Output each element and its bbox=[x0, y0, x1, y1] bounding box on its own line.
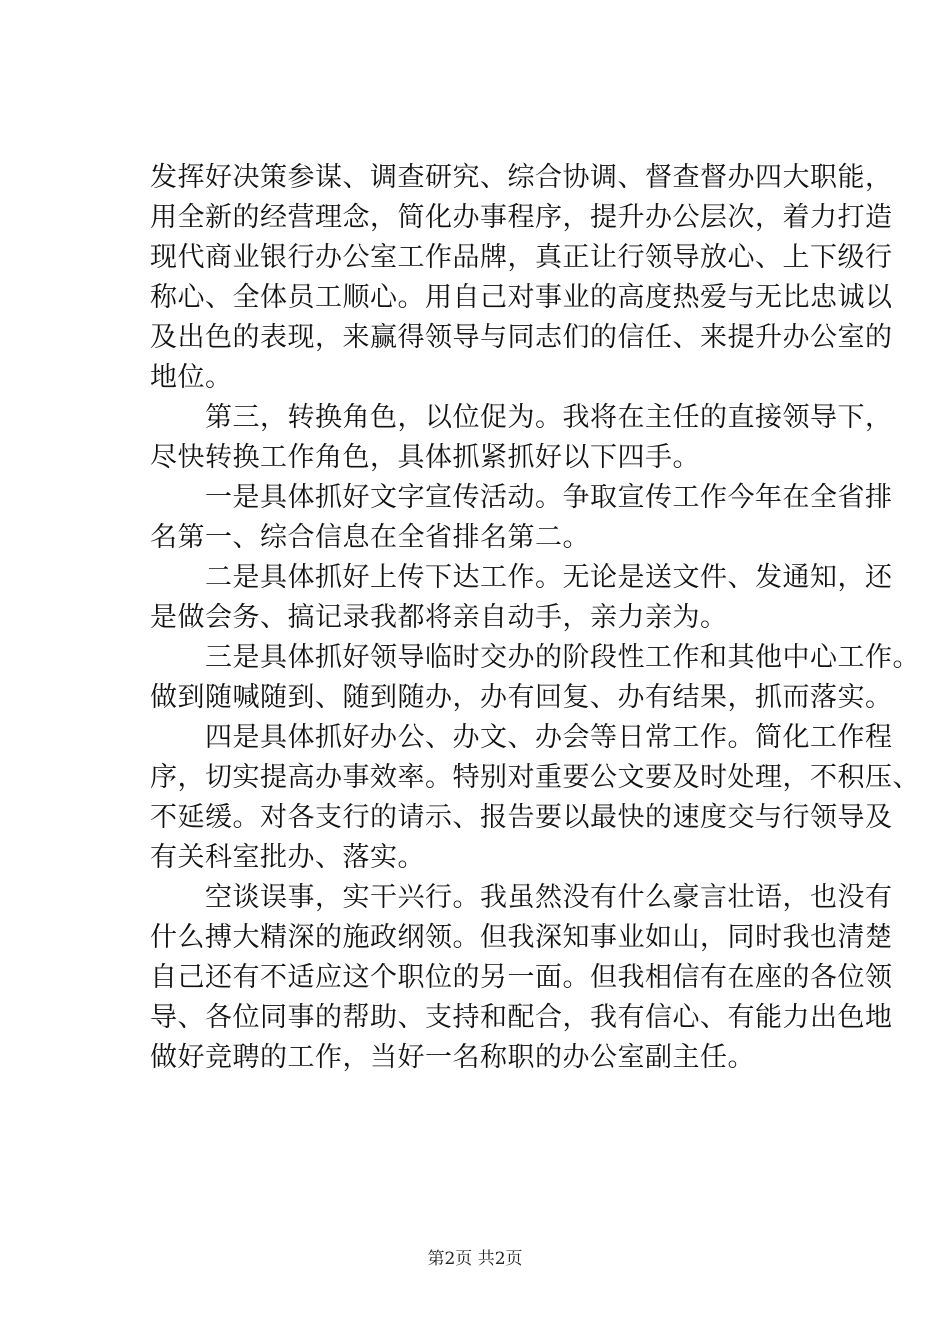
text-line: 不延缓。对各支行的请示、报告要以最快的速度交与行领导及 bbox=[150, 802, 893, 833]
paragraph-first-line: 空谈误事，实干兴行。我虽然没有什么豪言壮语，也没有 bbox=[205, 882, 893, 913]
text-line: 称心、全体员工顺心。用自己对事业的高度热爱与无比忠诚以 bbox=[150, 282, 893, 313]
text-line: 尽快转换工作角色，具体抓紧抓好以下四手。 bbox=[150, 442, 700, 473]
document-body bbox=[150, 158, 920, 1078]
paragraph-first-line: 四是具体抓好办公、办文、办会等日常工作。简化工作程 bbox=[205, 722, 893, 753]
text-line: 地位。 bbox=[150, 362, 233, 393]
text-line: 有关科室批办、落实。 bbox=[150, 842, 425, 873]
text-line: 自己还有不适应这个职位的另一面。但我相信有在座的各位领 bbox=[150, 962, 893, 993]
paragraph-first-line: 一是具体抓好文字宣传活动。争取宣传工作今年在全省排 bbox=[205, 482, 893, 513]
text-line: 用全新的经营理念，简化办事程序，提升办公层次，着力打造 bbox=[150, 202, 893, 233]
text-line: 名第一、综合信息在全省排名第二。 bbox=[150, 522, 590, 553]
text-line: 做到随喊随到、随到随办，办有回复、办有结果，抓而落实。 bbox=[150, 682, 893, 713]
text-line: 及出色的表现，来赢得领导与同志们的信任、来提升办公室的 bbox=[150, 322, 893, 353]
paragraph-first-line: 三是具体抓好领导临时交办的阶段性工作和其他中心工作。 bbox=[205, 642, 920, 673]
page-number-footer: 第2页 共2页 bbox=[427, 1249, 523, 1269]
paragraph-first-line: 第三，转换角色，以位促为。我将在主任的直接领导下， bbox=[205, 402, 893, 433]
text-line: 做好竞聘的工作，当好一名称职的办公室副主任。 bbox=[150, 1042, 755, 1073]
text-line: 序，切实提高办事效率。特别对重要公文要及时处理，不积压、 bbox=[150, 762, 920, 793]
text-line: 导、各位同事的帮助、支持和配合，我有信心、有能力出色地 bbox=[150, 1002, 893, 1033]
text-line: 现代商业银行办公室工作品牌，真正让行领导放心、上下级行 bbox=[150, 242, 893, 273]
text-line: 什么搏大精深的施政纲领。但我深知事业如山，同时我也清楚 bbox=[150, 922, 893, 953]
paragraph-first-line: 二是具体抓好上传下达工作。无论是送文件、发通知，还 bbox=[205, 562, 893, 593]
text-line: 是做会务、搞记录我都将亲自动手，亲力亲为。 bbox=[150, 602, 728, 633]
text-line: 发挥好决策参谋、调查研究、综合协调、督查督办四大职能， bbox=[150, 162, 893, 193]
